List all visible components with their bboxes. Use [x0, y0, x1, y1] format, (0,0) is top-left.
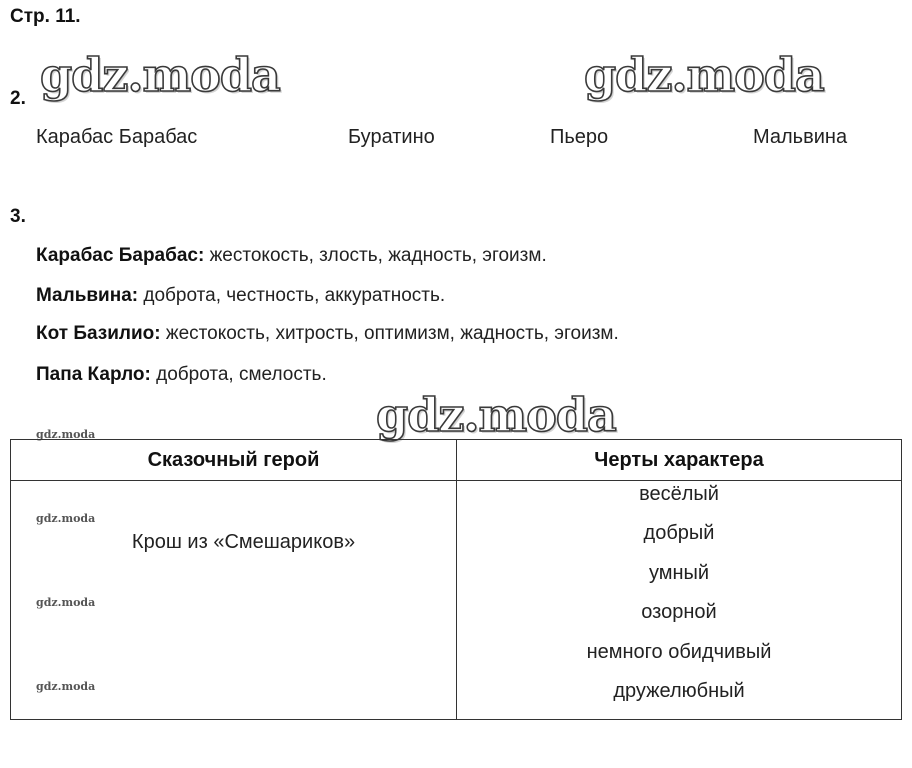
task-3-number: 3.: [10, 206, 26, 227]
character-traits: доброта, смелость.: [156, 364, 327, 385]
character-traits-line: [36, 364, 327, 386]
trait-item: озорной: [641, 601, 717, 624]
trait-item: дружелюбный: [613, 679, 745, 702]
hero-name: Пьеро: [550, 126, 609, 148]
character-traits: доброта, честность, аккуратность.: [143, 285, 446, 306]
task-2-number: 2.: [10, 88, 26, 109]
trait-item: умный: [648, 561, 710, 584]
character-traits-line: [36, 285, 445, 307]
character-name: Кот Базилио:: [36, 323, 161, 344]
character-name: Мальвина:: [36, 285, 139, 306]
watermark-logo: gdz.moda: [584, 48, 824, 102]
watermark-small: gdz.moda: [36, 596, 96, 609]
character-name: Папа Карло:: [36, 364, 151, 385]
hero-name: Мальвина: [753, 126, 848, 148]
column-header-traits: Черты характера: [457, 440, 902, 481]
character-name: Карабас Барабас:: [36, 245, 205, 266]
watermark-small: gdz.moda: [36, 428, 96, 441]
watermark-logo: gdz.moda: [376, 388, 616, 442]
hero-name: Карабас Барабас: [36, 126, 198, 148]
table-header-row: [11, 440, 902, 481]
hero-name: Буратино: [348, 126, 435, 148]
watermark-small: gdz.moda: [36, 512, 96, 525]
trait-item: весёлый: [639, 483, 719, 505]
trait-item: немного обидчивый: [586, 640, 772, 663]
trait-item: добрый: [643, 522, 715, 545]
character-traits: жестокость, злость, жадность, эгоизм.: [209, 245, 547, 266]
traits-table: [10, 439, 902, 720]
character-traits-line: [36, 323, 619, 345]
watermark-logo: gdz.moda: [40, 48, 280, 102]
traits-cell: [457, 481, 902, 720]
watermark-small: gdz.moda: [36, 680, 96, 693]
character-traits: жестокость, хитрость, оптимизм, жадность, эгоизм.: [165, 323, 619, 344]
page-label: Стр. 11.: [10, 6, 81, 27]
column-header-hero: Сказочный герой: [11, 440, 457, 481]
character-traits-line: [36, 245, 547, 267]
table-row: [11, 481, 902, 720]
hero-name: Крош из «Смешариков»: [131, 531, 356, 553]
